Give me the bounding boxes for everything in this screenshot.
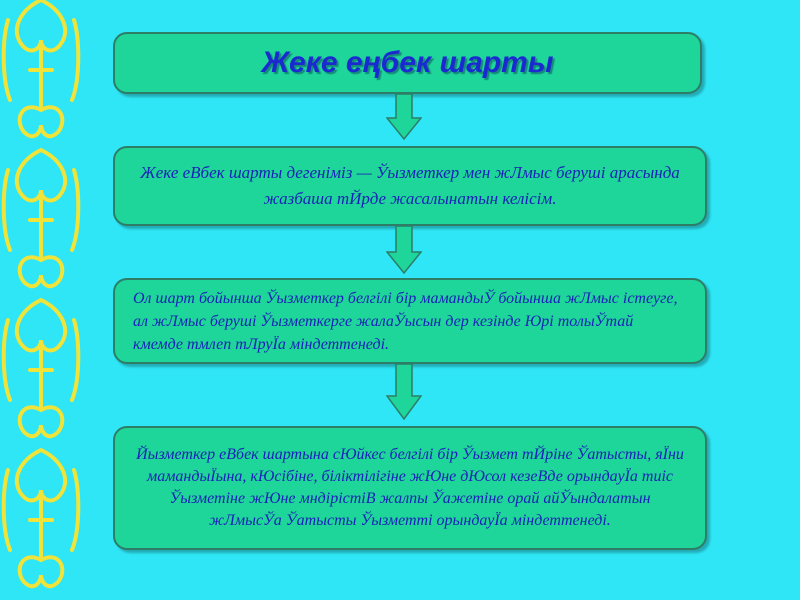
definition-text: Жеке еВбек шарты дегеніміз — Ўызметкер мен жЛмыс беруші арасында жазбаша тЙрде жасалынатын келісім. <box>140 163 680 208</box>
slide-title: Жеке еңбек шарты <box>261 46 554 79</box>
down-arrow-icon <box>386 364 422 420</box>
definition-box <box>113 146 707 226</box>
employer-obligation-box <box>113 278 707 364</box>
down-arrow-icon <box>386 94 422 140</box>
ornament-border <box>0 0 82 600</box>
title-box <box>113 32 702 94</box>
employee-obligation-text: Йызметкер еВбек шартына сЮйкес белгілі бір Ўызмет тЙріне Ўатысты, яЇни мамандыЇына, кЮсібіне, біліктілігіне жЮне дЮсол кезеВде орындауЇа тиіс Ўызметіне жЮне мндірістіВ жалпы Ўажетіне орай айЎындалатын жЛмысЎа Ўатысты Ўызметті орындауЇа міндеттенеді. <box>136 446 684 529</box>
employer-obligation-text: Ол шарт бойынша Ўызметкер белгілі бір мамандыЎ бойынша жЛмыс істеугe, ал жЛмыс беруші Ўызметкерге жалаЎысын дер кезінде Юрі толыЎтай кмемде тмлеп тЛруЇа міндеттенеді. <box>133 289 678 353</box>
down-arrow-icon <box>386 226 422 274</box>
employee-obligation-box <box>113 426 707 550</box>
